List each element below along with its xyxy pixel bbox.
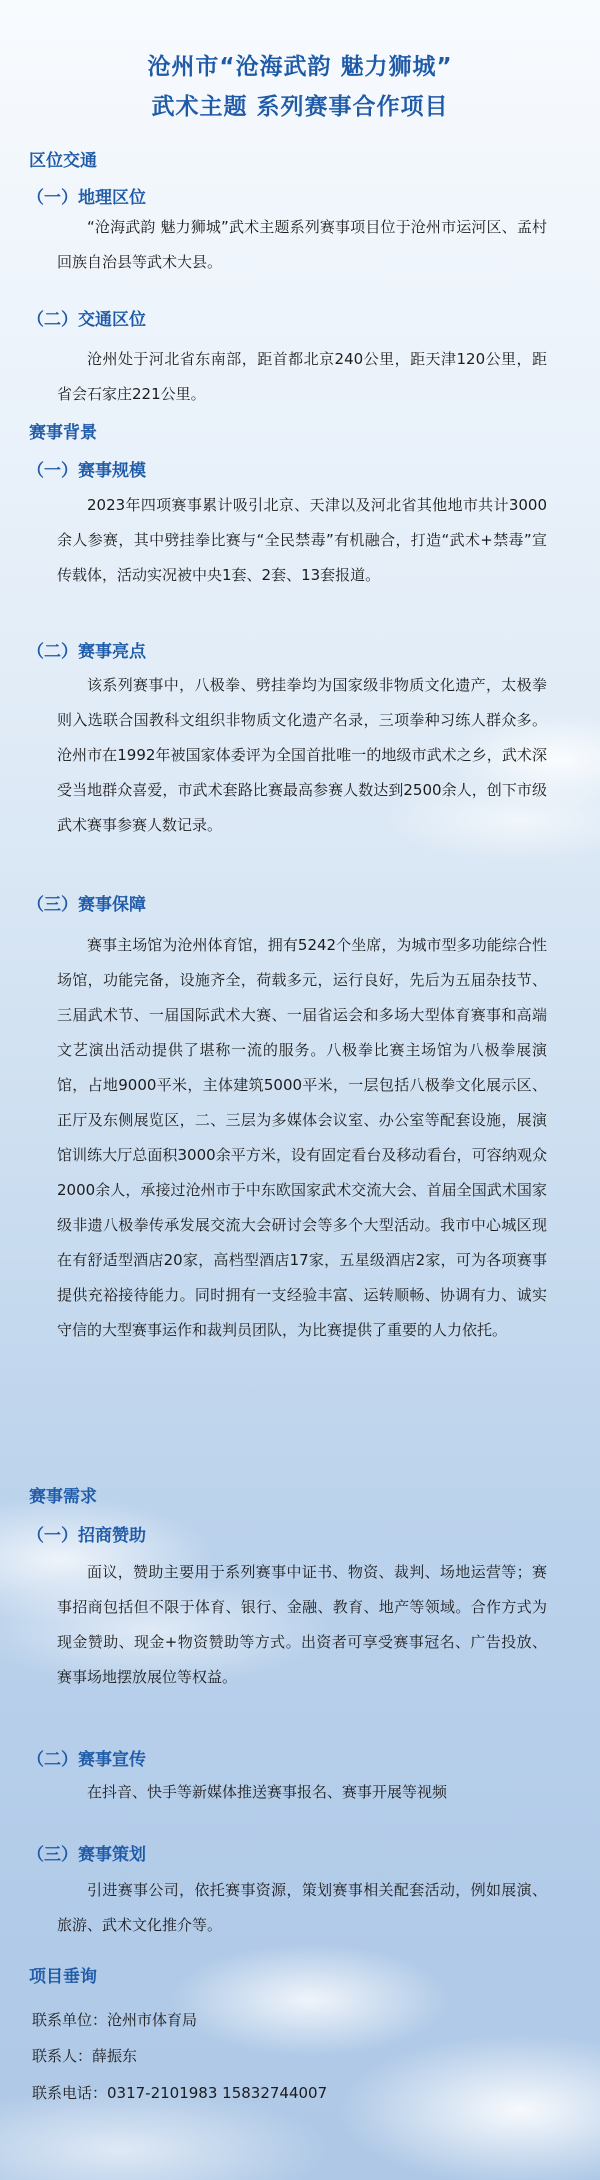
subheading-support: （三）赛事保障 [27,895,146,915]
subheading-highlights: （二）赛事亮点 [27,642,146,662]
paragraph-scale: 2023年四项赛事累计吸引北京、天津以及河北省其他地市共计3000余人参赛，其中劈挂拳比赛与“全民禁毒”有机融合，打造“武术+禁毒”宣传载体，活动实况被中央1套、2套、13套报道。 [57,496,547,584]
section-heading-location: 区位交通 [29,151,97,171]
subheading-geo: （一）地理区位 [27,188,146,208]
subheading-traffic: （二）交通区位 [27,310,146,330]
paragraph-planning: 引进赛事公司，依托赛事资源，策划赛事相关配套活动，例如展演、旅游、武术文化推介等。 [57,1881,547,1934]
paragraph-highlights: 该系列赛事中，八极拳、劈挂拳均为国家级非物质文化遗产，太极拳则入选联合国教科文组织非物质文化遗产名录，三项拳种习练人群众多。沧州市在1992年被国家体委评为全国首批唯一的地级市武术之乡，武术深受当地群众喜爱，市武术套路比赛最高参赛人数达到2500余人，创下市级武术赛事参赛人数记录。 [57,676,547,834]
section-heading-background: 赛事背景 [29,423,97,443]
paragraph-traffic: 沧州处于河北省东南部，距首都北京240公里，距天津120公里，距省会石家庄221公里。 [57,350,547,403]
section-heading-contact: 项目垂询 [29,1967,97,1987]
page-title-line1: 沧州市“沧海武韵 魅力狮城” [147,54,453,80]
subheading-promo: （二）赛事宣传 [27,1750,146,1770]
paragraph-geo: “沧海武韵 魅力狮城”武术主题系列赛事项目位于沧州市运河区、孟村回族自治县等武术大县。 [57,218,547,271]
section-heading-needs: 赛事需求 [29,1487,97,1507]
paragraph-promo: 在抖音、快手等新媒体推送赛事报名、赛事开展等视频 [87,1783,448,1801]
contact-unit: 联系单位：沧州市体育局 [32,2011,198,2029]
subheading-planning: （三）赛事策划 [27,1845,146,1865]
paragraph-sponsor: 面议，赞助主要用于系列赛事中证书、物资、裁判、场地运营等；赛事招商包括但不限于体育、银行、金融、教育、地产等领域。合作方式为现金赞助、现金+物资赞助等方式。出资者可享受赛事冠名、广告投放、赛事场地摆放展位等权益。 [57,1563,547,1686]
subheading-scale: （一）赛事规模 [27,461,146,481]
paragraph-support: 赛事主场馆为沧州体育馆，拥有5242个坐席，为城市型多功能综合性场馆，功能完备，设施齐全，荷载多元，运行良好，先后为五届杂技节、三届武术节、一届国际武术大赛、一届省运会和多场大型体育赛事和高端文艺演出活动提供了堪称一流的服务。八极拳比赛主场馆为八极拳展演馆，占地9000平米，主体建筑5000平米，一层包括八极拳文化展示区、正厅及东侧展览区，二、三层为多媒体会议室、办公室等配套设施，展演馆训练大厅总面积3000余平方米，设有固定看台及移动看台，可容纳观众2000余人，承接过沧州市于中东欧国家武术交流大会、首届全国武术国家级非遗八极拳传承发展交流大会研讨会等多个大型活动。我市中心城区现在有舒适型酒店20家，高档型酒店17家，五星级酒店2家，可为各项赛事提供充裕接待能力。同时拥有一支经验丰富、运转顺畅、协调有力、诚实守信的大型赛事运作和裁判员团队，为比赛提供了重要的人力依托。 [57,936,547,1339]
contact-person: 联系人：薛振东 [32,2047,138,2065]
subheading-sponsor: （一）招商赞助 [27,1526,146,1546]
contact-phone: 联系电话：0317-2101983 15832744007 [32,2084,328,2102]
page-title-line2: 武术主题 系列赛事合作项目 [151,94,449,120]
